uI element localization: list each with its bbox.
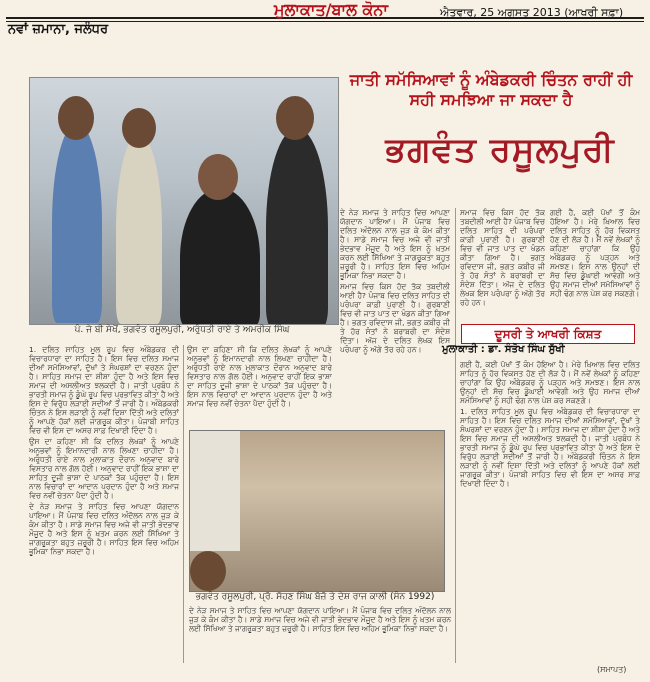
interviewee-name: ਭਗਵੰਤ ਰਸੂਲਪੁਰੀ xyxy=(385,130,615,170)
column-rule xyxy=(455,208,456,663)
secondary-photo xyxy=(189,430,445,592)
text-column-3: ਦੇ ਨੇੜ ਸਮਾਜ ਤੇ ਸਾਹਿਤ ਵਿਚ ਆਪਣਾ ਯੋਗਦਾਨ ਪਾਇਆ। ਮੈਂ ਪੰਜਾਬ ਵਿਚ ਦਲਿਤ ਅੰਦੋਲਨ ਨਾਲ ਜੁੜ ਕੇ ਕੰਮ ਕੀਤਾ ਹੈ। ਸਾਡੇ ਸਮਾਜ ਵਿਚ ਅਜੇ ਵੀ ਜਾਤੀ ਭੇਦਭਾਵ ਮੌਜੂਦ ਹੈ ਅਤੇ ਇਸ ਨੂੰ ਖ਼ਤਮ ਕਰਨ ਲਈ ਸਿੱਖਿਆ ਤੇ ਜਾਗਰੂਕਤਾ ਬਹੁਤ ਜ਼ਰੂਰੀ ਹੈ। ਸਾਹਿਤ ਇਸ ਵਿਚ ਅਹਿਮ ਭੂਮਿਕਾ ਨਿਭਾ ਸਕਦਾ ਹੈ। ਸਮਾਜ ਵਿਚ ਕਿਸ ਹੱਦ ਤੱਕ ਤਬਦੀਲੀ ਆਈ ਹੈ? ਪੰਜਾਬ ਵਿਚ ਦਲਿਤ ਸਾਹਿਤ ਦੀ ਪਰੰਪਰਾ ਕਾਫ਼ੀ ਪੁਰਾਣੀ ਹੈ। ਗੁਰਬਾਣੀ ਵਿਚ ਵੀ ਜਾਤ ਪਾਤ ਦਾ ਖੰਡਨ ਕੀਤਾ ਗਿਆ ਹੈ। ਭਗਤ ਰਵਿਦਾਸ ਜੀ, ਭਗਤ ਕਬੀਰ ਜੀ ਤੇ ਹੋਰ ਸੰਤਾਂ ਨੇ ਬਰਾਬਰੀ ਦਾ ਸੰਦੇਸ਼ ਦਿੱਤਾ। ਅੱਜ ਦੇ ਦਲਿਤ ਲੇਖਕ ਇਸ ਪਰੰਪਰਾ ਨੂੰ ਅੱਗੇ ਤੋਰ ਰਹੇ ਹਨ। xyxy=(340,208,450,354)
text-column-6: ਗਈ ਹੈ, ਕਈ ਪੱਖਾਂ ਤੋਂ ਕੰਮ ਹੋਇਆ ਹੈ। ਮੇਰੇ ਖ਼ਿਆਲ ਵਿਚ ਦਲਿਤ ਸਾਹਿਤ ਨੂੰ ਹੋਰ ਵਿਕਸਤ ਹੋਣ ਦੀ ਲੋੜ ਹੈ। ਮੈਂ ਨਵੇਂ ਲੇਖਕਾਂ ਨੂੰ ਕਹਿਣਾ ਚਾਹਾਂਗਾ ਕਿ ਉਹ ਅੰਬੇਡਕਰ ਨੂੰ ਪੜ੍ਹਨ ਅਤੇ ਸਮਝਣ। ਇਸ ਨਾਲ ਉਨ੍ਹਾਂ ਦੀ ਸੋਚ ਵਿਚ ਡੂੰਘਾਈ ਆਵੇਗੀ ਅਤੇ ਉਹ ਸਮਾਜ ਦੀਆਂ ਸਮੱਸਿਆਵਾਂ ਨੂੰ ਸਹੀ ਢੰਗ ਨਾਲ ਪੇਸ਼ ਕਰ ਸਕਣਗੇ। 1. ਦਲਿਤ ਸਾਹਿਤ ਮੂਲ ਰੂਪ ਵਿਚ ਅੰਬੇਡਕਰ ਦੀ ਵਿਚਾਰਧਾਰਾ ਦਾ ਸਾਹਿਤ ਹੈ। ਇਸ ਵਿਚ ਦਲਿਤ ਸਮਾਜ ਦੀਆਂ ਸਮੱਸਿਆਵਾਂ, ਦੁੱਖਾਂ ਤੇ ਸੰਘਰਸ਼ਾਂ ਦਾ ਵਰਣਨ ਹੁੰਦਾ ਹੈ। ਸਾਹਿਤ ਸਮਾਜ ਦਾ ਸ਼ੀਸ਼ਾ ਹੁੰਦਾ ਹੈ ਅਤੇ ਇਸ ਵਿਚ ਸਮਾਜ ਦੀ ਅਸਲੀਅਤ ਝਲਕਦੀ ਹੈ। ਜਾਤੀ ਪ੍ਰਬੰਧ ਨੇ ਭਾਰਤੀ ਸਮਾਜ ਨੂੰ ਡੂੰਘੇ ਰੂਪ ਵਿਚ ਪ੍ਰਭਾਵਿਤ ਕੀਤਾ ਹੈ ਅਤੇ ਇਸ ਦੇ ਵਿਰੁੱਧ ਲੜਾਈ ਸਦੀਆਂ ਤੋਂ ਜਾਰੀ ਹੈ। ਅੰਬੇਡਕਰੀ ਚਿੰਤਨ ਨੇ ਇਸ ਲੜਾਈ ਨੂੰ ਨਵੀਂ ਦਿਸ਼ਾ ਦਿੱਤੀ ਅਤੇ ਦਲਿਤਾਂ ਨੂੰ ਆਪਣੇ ਹੱਕਾਂ ਲਈ ਜਾਗਰੂਕ ਕੀਤਾ। ਪੰਜਾਬੀ ਸਾਹਿਤ ਵਿਚ ਵੀ ਇਸ ਦਾ ਅਸਰ ਸਾਫ਼ ਦਿਖਾਈ ਦਿੰਦਾ ਹੈ। xyxy=(460,360,640,488)
headline: ਜਾਤੀ ਸਮੱਸਿਆਵਾਂ ਨੂੰ ਅੰਬੇਡਕਰੀ ਚਿੰਤਨ ਰਾਹੀਂ ਹੀ ਸਹੀ ਸਮਝਿਆ ਜਾ ਸਕਦਾ ਹੈ xyxy=(349,70,633,109)
text-column-1: 1. ਦਲਿਤ ਸਾਹਿਤ ਮੂਲ ਰੂਪ ਵਿਚ ਅੰਬੇਡਕਰ ਦੀ ਵਿਚਾਰਧਾਰਾ ਦਾ ਸਾਹਿਤ ਹੈ। ਇਸ ਵਿਚ ਦਲਿਤ ਸਮਾਜ ਦੀਆਂ ਸਮੱਸਿਆਵਾਂ, ਦੁੱਖਾਂ ਤੇ ਸੰਘਰਸ਼ਾਂ ਦਾ ਵਰਣਨ ਹੁੰਦਾ ਹੈ। ਸਾਹਿਤ ਸਮਾਜ ਦਾ ਸ਼ੀਸ਼ਾ ਹੁੰਦਾ ਹੈ ਅਤੇ ਇਸ ਵਿਚ ਸਮਾਜ ਦੀ ਅਸਲੀਅਤ ਝਲਕਦੀ ਹੈ। ਜਾਤੀ ਪ੍ਰਬੰਧ ਨੇ ਭਾਰਤੀ ਸਮਾਜ ਨੂੰ ਡੂੰਘੇ ਰੂਪ ਵਿਚ ਪ੍ਰਭਾਵਿਤ ਕੀਤਾ ਹੈ ਅਤੇ ਇਸ ਦੇ ਵਿਰੁੱਧ ਲੜਾਈ ਸਦੀਆਂ ਤੋਂ ਜਾਰੀ ਹੈ। ਅੰਬੇਡਕਰੀ ਚਿੰਤਨ ਨੇ ਇਸ ਲੜਾਈ ਨੂੰ ਨਵੀਂ ਦਿਸ਼ਾ ਦਿੱਤੀ ਅਤੇ ਦਲਿਤਾਂ ਨੂੰ ਆਪਣੇ ਹੱਕਾਂ ਲਈ ਜਾਗਰੂਕ ਕੀਤਾ। ਪੰਜਾਬੀ ਸਾਹਿਤ ਵਿਚ ਵੀ ਇਸ ਦਾ ਅਸਰ ਸਾਫ਼ ਦਿਖਾਈ ਦਿੰਦਾ ਹੈ। ਉਸ ਦਾ ਕਹਿਣਾ ਸੀ ਕਿ ਦਲਿਤ ਲੇਖਕਾਂ ਨੂੰ ਆਪਣੇ ਅਨੁਭਵਾਂ ਨੂੰ ਇਮਾਨਦਾਰੀ ਨਾਲ ਲਿਖਣਾ ਚਾਹੀਦਾ ਹੈ। ਅਰੁੰਧਤੀ ਰਾਏ ਨਾਲ ਮੁਲਾਕਾਤ ਦੌਰਾਨ ਅਨੁਵਾਦ ਬਾਰੇ ਵਿਸਤਾਰ ਨਾਲ ਗੱਲ ਹੋਈ। ਅਨੁਵਾਦ ਰਾਹੀਂ ਇਕ ਭਾਸ਼ਾ ਦਾ ਸਾਹਿਤ ਦੂਜੀ ਭਾਸ਼ਾ ਦੇ ਪਾਠਕਾਂ ਤੱਕ ਪਹੁੰਚਦਾ ਹੈ। ਇਸ ਨਾਲ ਵਿਚਾਰਾਂ ਦਾ ਆਦਾਨ ਪ੍ਰਦਾਨ ਹੁੰਦਾ ਹੈ ਅਤੇ ਸਮਾਜ ਵਿਚ ਨਵੀਂ ਚੇਤਨਾ ਪੈਦਾ ਹੁੰਦੀ ਹੈ। ਦੇ ਨੇੜ ਸਮਾਜ ਤੇ ਸਾਹਿਤ ਵਿਚ ਆਪਣਾ ਯੋਗਦਾਨ ਪਾਇਆ। ਮੈਂ ਪੰਜਾਬ ਵਿਚ ਦਲਿਤ ਅੰਦੋਲਨ ਨਾਲ ਜੁੜ ਕੇ ਕੰਮ ਕੀਤਾ ਹੈ। ਸਾਡੇ ਸਮਾਜ ਵਿਚ ਅਜੇ ਵੀ ਜਾਤੀ ਭੇਦਭਾਵ ਮੌਜੂਦ ਹੈ ਅਤੇ ਇਸ ਨੂੰ ਖ਼ਤਮ ਕਰਨ ਲਈ ਸਿੱਖਿਆ ਤੇ ਜਾਗਰੂਕਤਾ ਬਹੁਤ ਜ਼ਰੂਰੀ ਹੈ। ਸਾਹਿਤ ਇਸ ਵਿਚ ਅਹਿਮ ਭੂਮਿਕਾ ਨਿਭਾ ਸਕਦਾ ਹੈ। xyxy=(29,345,179,556)
column-rule xyxy=(183,345,184,663)
end-mark: (ਸਮਾਪਤ) xyxy=(597,665,627,674)
text-column-2: ਉਸ ਦਾ ਕਹਿਣਾ ਸੀ ਕਿ ਦਲਿਤ ਲੇਖਕਾਂ ਨੂੰ ਆਪਣੇ ਅਨੁਭਵਾਂ ਨੂੰ ਇਮਾਨਦਾਰੀ ਨਾਲ ਲਿਖਣਾ ਚਾਹੀਦਾ ਹੈ। ਅਰੁੰਧਤੀ ਰਾਏ ਨਾਲ ਮੁਲਾਕਾਤ ਦੌਰਾਨ ਅਨੁਵਾਦ ਬਾਰੇ ਵਿਸਤਾਰ ਨਾਲ ਗੱਲ ਹੋਈ। ਅਨੁਵਾਦ ਰਾਹੀਂ ਇਕ ਭਾਸ਼ਾ ਦਾ ਸਾਹਿਤ ਦੂਜੀ ਭਾਸ਼ਾ ਦੇ ਪਾਠਕਾਂ ਤੱਕ ਪਹੁੰਚਦਾ ਹੈ। ਇਸ ਨਾਲ ਵਿਚਾਰਾਂ ਦਾ ਆਦਾਨ ਪ੍ਰਦਾਨ ਹੁੰਦਾ ਹੈ ਅਤੇ ਸਮਾਜ ਵਿਚ ਨਵੀਂ ਚੇਤਨਾ ਪੈਦਾ ਹੁੰਦੀ ਹੈ। xyxy=(187,345,332,408)
interviewer-line: ਮੁਲਾਕਾਤੀ : ਡਾ. ਸੰਤੋਖ ਸਿੰਘ ਸੁੱਖੀ xyxy=(442,344,565,355)
paper-name: ਨਵਾਂ ਜ਼ਮਾਨਾ, ਜਲੰਧਰ xyxy=(8,22,109,37)
text-column-5: ਗਈ ਹੈ, ਕਈ ਪੱਖਾਂ ਤੋਂ ਕੰਮ ਹੋਇਆ ਹੈ। ਮੇਰੇ ਖ਼ਿਆਲ ਵਿਚ ਦਲਿਤ ਸਾਹਿਤ ਨੂੰ ਹੋਰ ਵਿਕਸਤ ਹੋਣ ਦੀ ਲੋੜ ਹੈ। ਮੈਂ ਨਵੇਂ ਲੇਖਕਾਂ ਨੂੰ ਕਹਿਣਾ ਚਾਹਾਂਗਾ ਕਿ ਉਹ ਅੰਬੇਡਕਰ ਨੂੰ ਪੜ੍ਹਨ ਅਤੇ ਸਮਝਣ। ਇਸ ਨਾਲ ਉਨ੍ਹਾਂ ਦੀ ਸੋਚ ਵਿਚ ਡੂੰਘਾਈ ਆਵੇਗੀ ਅਤੇ ਉਹ ਸਮਾਜ ਦੀਆਂ ਸਮੱਸਿਆਵਾਂ ਨੂੰ ਸਹੀ ਢੰਗ ਨਾਲ ਪੇਸ਼ ਕਰ ਸਕਣਗੇ। xyxy=(550,208,640,298)
secondary-photo-caption: ਭਗਵੰਤ ਰਸੂਲਪੁਰੀ, ਪ੍ਰੋ. ਸੋਹਣ ਸਿੰਘ ਬੋਜ਼ੋ ਤੇ ਦੇਸ਼ ਰਾਜ ਕਾਲੀ (ਸੰਨ 1992) xyxy=(195,592,435,602)
dateline: ਐਤਵਾਰ, 25 ਅਗਸਤ 2013 (ਆਖਰੀ ਸਫ਼ਾ) xyxy=(440,6,624,19)
main-photo xyxy=(29,77,339,325)
last-part-box: ਦੂਸਰੀ ਤੇ ਆਖਰੀ ਕਿਸ਼ਤ xyxy=(461,324,635,344)
text-column-4: ਸਮਾਜ ਵਿਚ ਕਿਸ ਹੱਦ ਤੱਕ ਤਬਦੀਲੀ ਆਈ ਹੈ? ਪੰਜਾਬ ਵਿਚ ਦਲਿਤ ਸਾਹਿਤ ਦੀ ਪਰੰਪਰਾ ਕਾਫ਼ੀ ਪੁਰਾਣੀ ਹੈ। ਗੁਰਬਾਣੀ ਵਿਚ ਵੀ ਜਾਤ ਪਾਤ ਦਾ ਖੰਡਨ ਕੀਤਾ ਗਿਆ ਹੈ। ਭਗਤ ਰਵਿਦਾਸ ਜੀ, ਭਗਤ ਕਬੀਰ ਜੀ ਤੇ ਹੋਰ ਸੰਤਾਂ ਨੇ ਬਰਾਬਰੀ ਦਾ ਸੰਦੇਸ਼ ਦਿੱਤਾ। ਅੱਜ ਦੇ ਦਲਿਤ ਲੇਖਕ ਇਸ ਪਰੰਪਰਾ ਨੂੰ ਅੱਗੇ ਤੋਰ ਰਹੇ ਹਨ। xyxy=(460,208,545,307)
text-column-7: ਦੇ ਨੇੜ ਸਮਾਜ ਤੇ ਸਾਹਿਤ ਵਿਚ ਆਪਣਾ ਯੋਗਦਾਨ ਪਾਇਆ। ਮੈਂ ਪੰਜਾਬ ਵਿਚ ਦਲਿਤ ਅੰਦੋਲਨ ਨਾਲ ਜੁੜ ਕੇ ਕੰਮ ਕੀਤਾ ਹੈ। ਸਾਡੇ ਸਮਾਜ ਵਿਚ ਅਜੇ ਵੀ ਜਾਤੀ ਭੇਦਭਾਵ ਮੌਜੂਦ ਹੈ ਅਤੇ ਇਸ ਨੂੰ ਖ਼ਤਮ ਕਰਨ ਲਈ ਸਿੱਖਿਆ ਤੇ ਜਾਗਰੂਕਤਾ ਬਹੁਤ ਜ਼ਰੂਰੀ ਹੈ। ਸਾਹਿਤ ਇਸ ਵਿਚ ਅਹਿਮ ਭੂਮਿਕਾ ਨਿਭਾ ਸਕਦਾ ਹੈ। xyxy=(189,606,451,633)
photo-caption: ਪੰ. ਜੇ ਬੀ ਸੇਖੋਂ, ਭਗਵੰਤ ਰਸੂਲਪੁਰੀ, ਅਰੁੰਧਤੀ ਰਾਏ ਤੇ ਅਮਰੀਕ ਸਿੰਘ xyxy=(74,325,290,335)
section-title: ਮੁਲਾਕਾਤ/ਬਾਲ ਕੋਨਾ xyxy=(274,0,388,19)
